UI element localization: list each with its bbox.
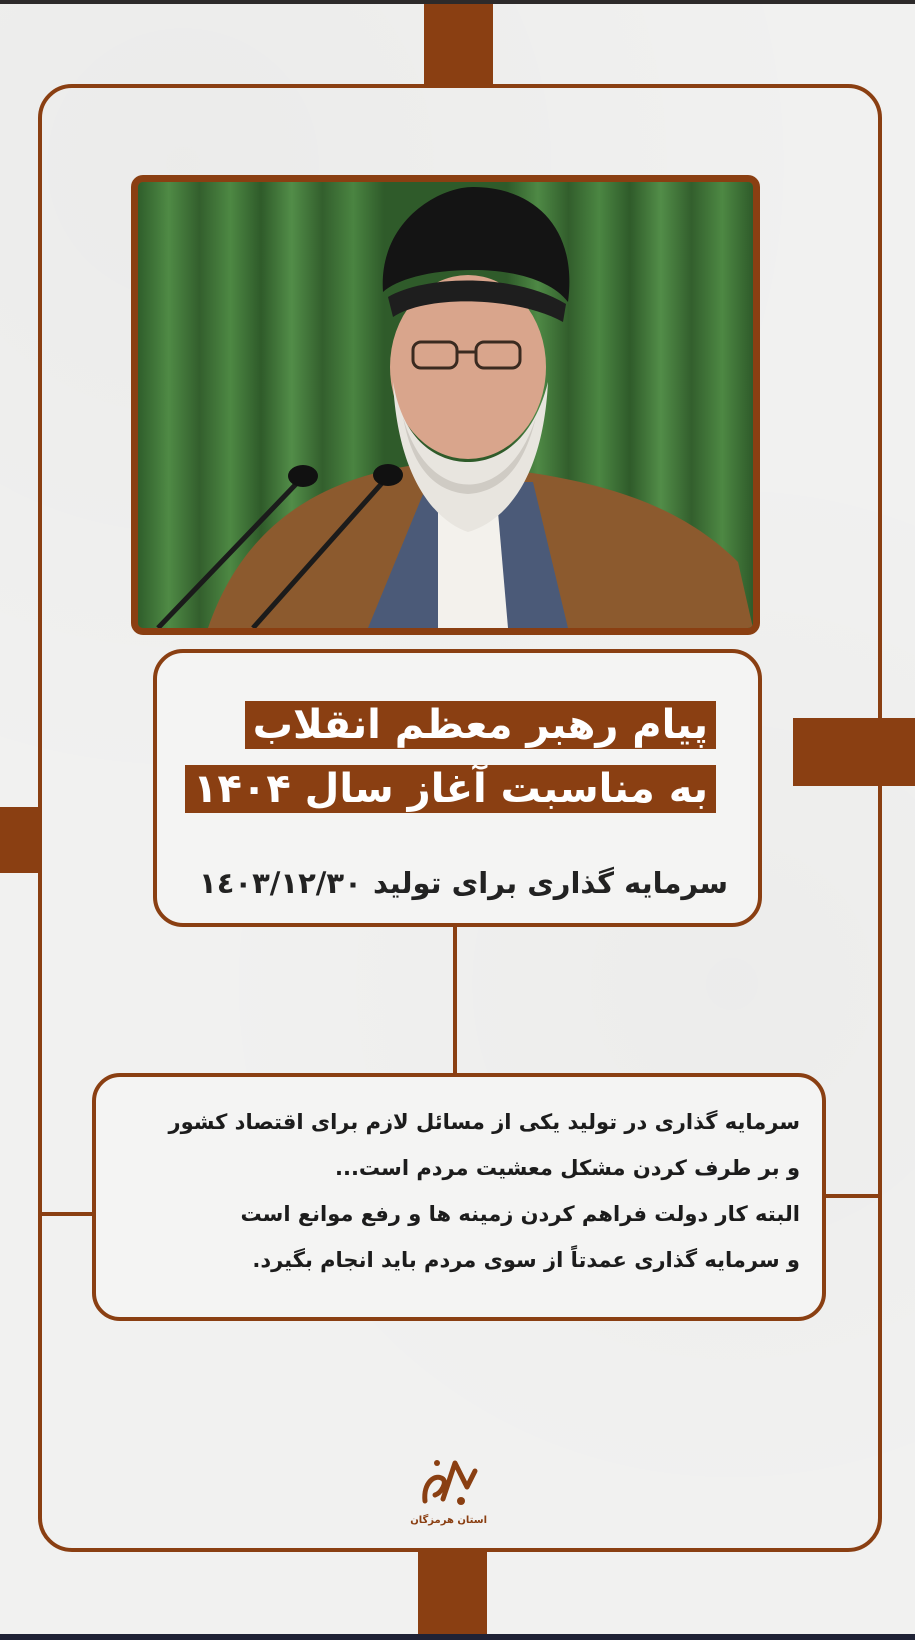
- date: ١٤٠٣/١٢/٣٠: [199, 866, 362, 900]
- subtitle: سرمایه گذاری برای تولید: [373, 866, 728, 900]
- organization-logo-icon: [417, 1453, 481, 1513]
- bottom-strip: [0, 1634, 915, 1640]
- logo-caption: استان هرمزگان: [410, 1515, 487, 1526]
- quote-line-2: و بر طرف کردن مشکل معشیت مردم است...: [335, 1156, 800, 1180]
- quote-line-3: البته کار دولت فراهم کردن زمینه ها و رفع موانع است: [240, 1202, 800, 1226]
- left-edge-bar: [0, 807, 38, 873]
- quote-line-1: سرمایه گذاری در تولید یکی از مسائل لازم برای اقتصاد کشور: [168, 1110, 800, 1134]
- portrait-illustration: [138, 182, 753, 628]
- bottom-center-bar: [418, 1552, 487, 1634]
- logo: [411, 1453, 487, 1535]
- vertical-connector: [453, 926, 457, 1074]
- portrait-photo: [131, 175, 760, 635]
- quote-line-4: و سرمایه گذاری عمدتاً از سوی مردم باید انجام بگیرد.: [252, 1248, 800, 1272]
- top-center-bar: [424, 4, 493, 84]
- title-line-1: پیام رهبر معظم انقلاب: [245, 701, 716, 749]
- title-line-2: به مناسبت آغاز سال ۱۴۰۴: [185, 765, 716, 813]
- title-card: [153, 649, 762, 927]
- quote-card: [92, 1073, 826, 1321]
